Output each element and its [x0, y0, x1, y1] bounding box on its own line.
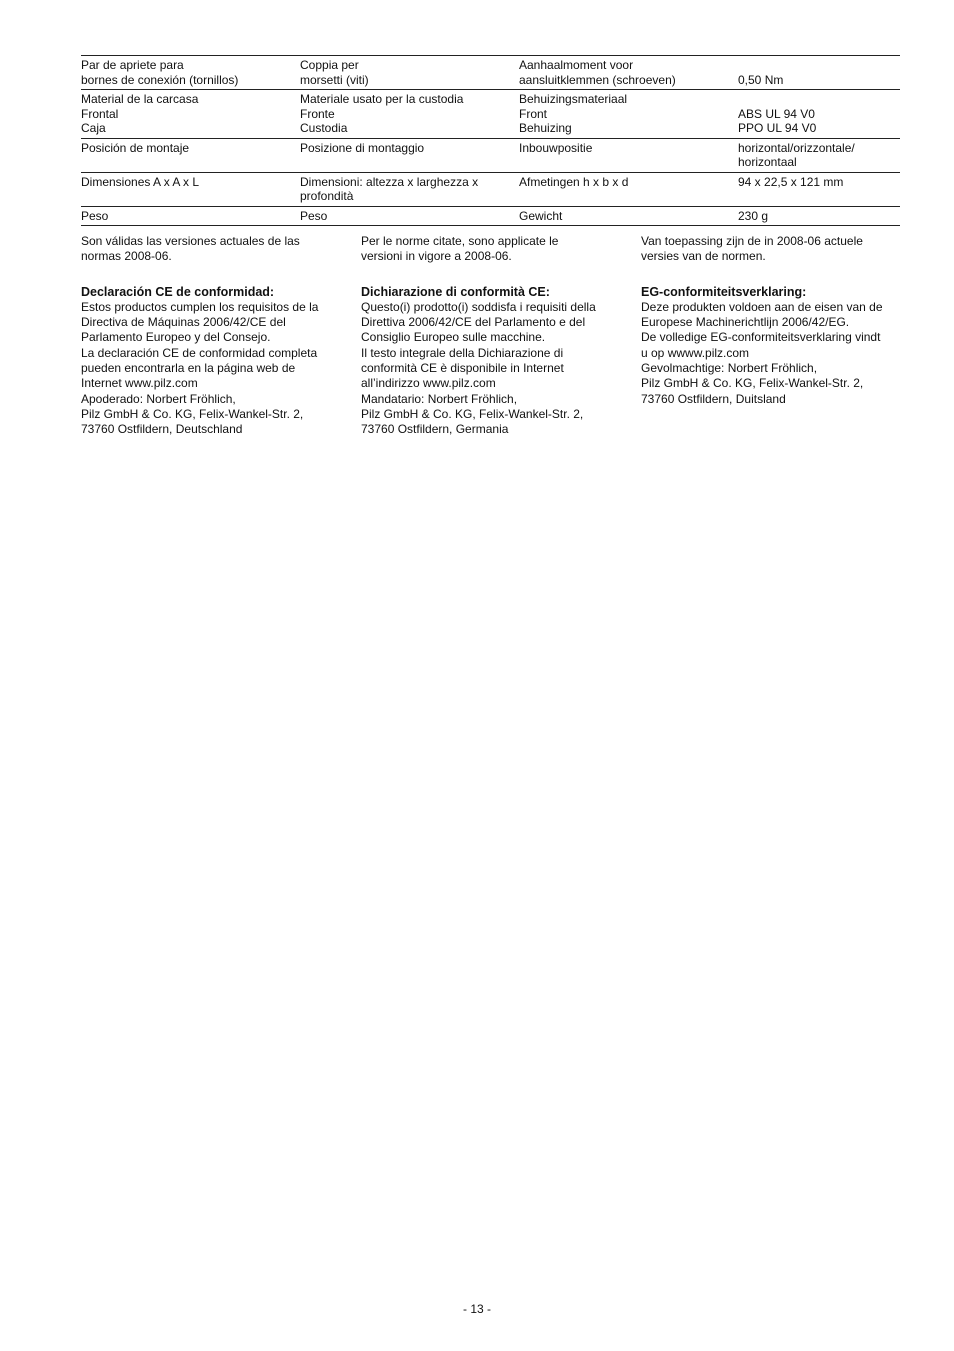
column-dutch [641, 234, 901, 438]
standards-note: Per le norme citate, sono applicate le versioni in vigore a 2008-06. [361, 234, 559, 264]
cell-value: 230 g [738, 208, 769, 223]
cell-it: Dimensioni: altezza x larghezza x profondità [300, 174, 479, 203]
language-columns [81, 234, 901, 438]
table-row-tightening-torque [81, 56, 900, 90]
ce-declaration-heading: Declaración CE de conformidad: [81, 284, 275, 299]
table-row-weight [81, 207, 900, 227]
cell-it: Materiale usato per la custodia Fronte Custodia [300, 92, 464, 135]
cell-es: Dimensiones A x A x L [81, 174, 200, 189]
cell-nl: Inbouwpositie [519, 140, 593, 155]
cell-es: Peso [81, 208, 109, 223]
cell-it: Posizione di montaggio [300, 140, 425, 155]
cell-nl: Gewicht [519, 208, 563, 223]
table-row-dimensions [81, 173, 900, 207]
cell-nl: Afmetingen h x b x d [519, 174, 629, 189]
table-row-housing-material [81, 90, 900, 139]
cell-nl: Aanhaalmoment voor aansluitklemmen (schroeven) [519, 58, 676, 87]
standards-note: Son válidas las versiones actuales de las normas 2008-06. [81, 234, 300, 264]
ce-declaration-text: Deze produkten voldoen aan de eisen van de Europese Machinerichtlijn 2006/42/EG. De volledige EG-conformiteitsverklaring vindt u op wwww.pilz.com Gevolmachtige: Norbert Fröhlich, Pilz GmbH & Co. KG, Felix-Wankel-Str. 2, 73760 Ostfildern, Duitsland [641, 299, 883, 406]
ce-declaration-heading: Dichiarazione di conformità CE: [361, 284, 550, 299]
cell-es: Posición de montaje [81, 140, 190, 155]
ce-declaration-text: Estos productos cumplen los requisitos de la Directiva de Máquinas 2006/42/CE del Parlamento Europeo y del Consejo. La declaración CE de conformidad completa pueden encontrarla en la página web de Internet www.pilz.com Apoderado: Norbert Fröhlich, Pilz GmbH & Co. KG, Felix-Wankel-Str. 2, 73760 Ostfildern, Deutschland [81, 299, 319, 437]
column-italian [361, 234, 641, 438]
ce-declaration-heading: EG-conformiteitsverklaring: [641, 284, 807, 299]
cell-value: 0,50 Nm [738, 72, 784, 87]
cell-it: Peso [300, 208, 328, 223]
technical-data-table [81, 55, 900, 226]
cell-value: 94 x 22,5 x 121 mm [738, 174, 844, 189]
page-number: - 13 - [462, 1302, 491, 1316]
table-row-mounting-position [81, 139, 900, 173]
cell-value: ABS UL 94 V0 PPO UL 94 V0 [738, 106, 817, 135]
cell-value: horizontal/orizzontale/ horizontaal [738, 140, 855, 169]
cell-es: Material de la carcasa Frontal Caja [81, 92, 199, 135]
column-spanish [81, 234, 361, 438]
standards-note: Van toepassing zijn de in 2008-06 actuele versies van de normen. [641, 234, 863, 264]
cell-it: Coppia per morsetti (viti) [300, 58, 369, 87]
cell-es: Par de apriete para bornes de conexión (tornillos) [81, 58, 239, 87]
ce-declaration-text: Questo(i) prodotto(i) soddisfa i requisiti della Direttiva 2006/42/CE del Parlamento e del Consiglio Europeo sulle macchine. Il testo integrale della Dichiarazione di conformità CE è disponibile in Internet all’indirizzo www.pilz.com Mandatario: Norbert Fröhlich, Pilz GmbH & Co. KG, Felix-Wankel-Str. 2, 73760 Ostfildern, Germania [361, 299, 596, 437]
cell-nl: Behuizingsmateriaal Front Behuizing [519, 92, 628, 135]
